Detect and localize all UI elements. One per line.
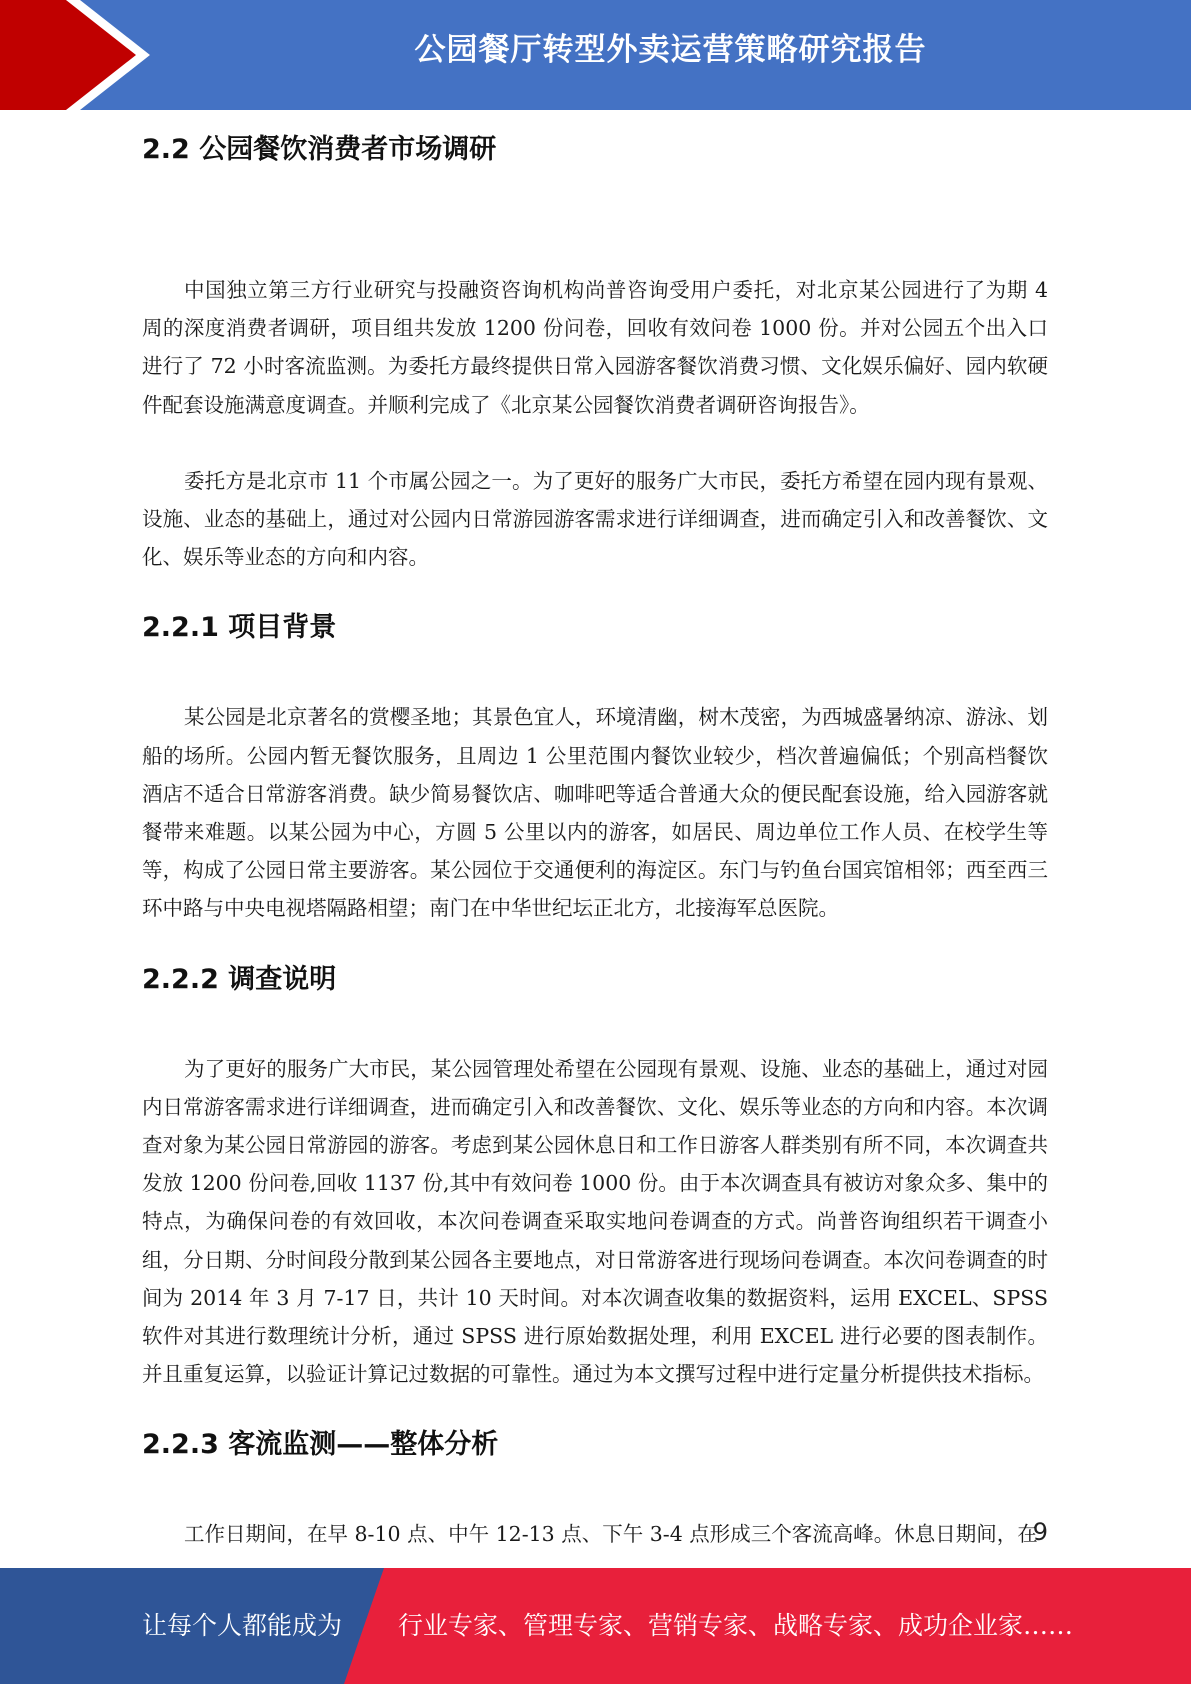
paragraph-traffic-analysis: 工作日期间，在早 8-10 点、中午 12-13 点、下午 3-4 点形成三个客流高峰。休息日期间，在 bbox=[184, 1522, 1038, 1547]
section-heading-2-2-1: 2.2.1 项目背景 bbox=[142, 612, 337, 644]
paragraph-intro-2: 委托方是北京市 11 个市属公园之一。为了更好的服务广大市民，委托方希望在园内现有景观、设施、业态的基础上，通过对公园内日常游园游客需求进行详细调查，进而确定引入和改善餐饮、文化、娱乐等业态的方向和内容。 bbox=[142, 468, 1048, 570]
paragraph-intro-1: 中国独立第三方行业研究与投融资咨询机构尚普咨询受用户委托，对北京某公园进行了为期 4 周的深度消费者调研，项目组共发放 1200 份问卷，回收有效问卷 1000 份。并对公园五个出入口进行了 72 小时客流监测。为委托方最终提供日常入园游客餐饮消费习惯、文化娱乐偏好、园内软硬件配套设施满意度调查。并顺利完成了《北京某公园餐饮消费者调研咨询报告》。 bbox=[142, 278, 1048, 417]
document-body bbox=[142, 120, 1048, 1554]
footer-banner bbox=[0, 1568, 1191, 1684]
report-title: 公园餐厅转型外卖运营策略研究报告 bbox=[414, 32, 927, 68]
section-heading-2-2: 2.2 公园餐饮消费者市场调研 bbox=[142, 134, 497, 165]
paragraph-project-background: 某公园是北京著名的赏樱圣地；其景色宜人，环境清幽，树木茂密，为西城盛暑纳凉、游泳、划船的场所。公园内暂无餐饮服务，且周边 1 公里范围内餐饮业较少，档次普遍偏低；个别高档餐饮酒店不适合日常游客消费。缺少简易餐饮店、咖啡吧等适合普通大众的便民配套设施，给入园游客就餐带来难题。以某公园为中心，方圆 5 公里以内的游客，如居民、周边单位工作人员、在校学生等等，构成了公园日常主要游客。某公园位于交通便利的海淀区。东门与钓鱼台国宾馆相邻；西至西三环中路与中央电视塔隔路相望；南门在中华世纪坛正北方，北接海军总医院。 bbox=[142, 705, 1048, 921]
section-heading-2-2-2: 2.2.2 调查说明 bbox=[142, 963, 337, 995]
paragraph-survey-description: 为了更好的服务广大市民，某公园管理处希望在公园现有景观、设施、业态的基础上，通过对园内日常游客需求进行详细调查，进而确定引入和改善餐饮、文化、娱乐等业态的方向和内容。本次调查对象为某公园日常游园的游客。考虑到某公园休息日和工作日游客人群类别有所不同，本次调查共发放 1200 份问卷,回收 1137 份,其中有效问卷 1000 份。由于本次调查具有被访对象众多、集中的特点，为确保问卷的有效回收，本次问卷调查采取实地问卷调查的方式。尚普咨询组织若干调查小组，分日期、分时间段分散到某公园各主要地点，对日常游客进行现场问卷调查。本次问卷调查的时间为 2014 年 3 月 7-17 日，共计 10 天时间。对本次调查收集的数据资料，运用 EXCEL、SPSS 软件对其进行数理统计分析，通过 SPSS 进行原始数据处理，利用 EXCEL 进行必要的图表制作。并且重复运算，以验证计算记过数据的可靠性。通过为本文撰写过程中进行定量分析提供技术指标。 bbox=[142, 1056, 1048, 1387]
header-banner bbox=[0, 0, 1191, 110]
chevron-arrow-icon bbox=[0, 0, 160, 110]
footer-slogan-right: 行业专家、管理专家、营销专家、战略专家、成功企业家…… bbox=[398, 1611, 1074, 1640]
page-number: 9 bbox=[1032, 1518, 1048, 1546]
footer-slogan-left: 让每个人都能成为 bbox=[142, 1611, 343, 1640]
section-heading-2-2-3: 2.2.3 客流监测——整体分析 bbox=[142, 1429, 499, 1461]
